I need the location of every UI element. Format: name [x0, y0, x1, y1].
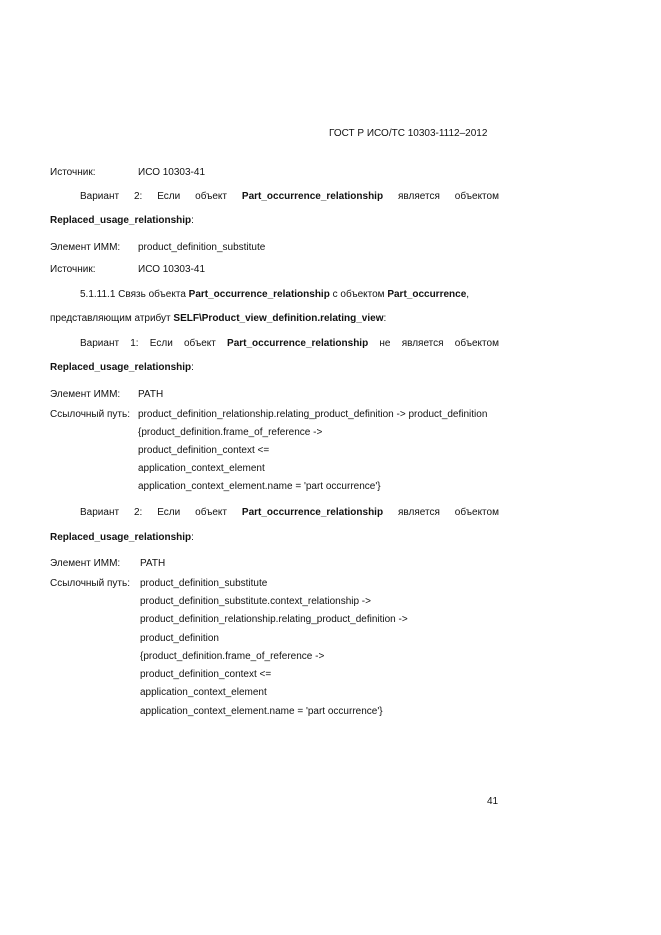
- reference-path-line: product_definition_substitute.context_relationship ->: [140, 596, 371, 607]
- reference-path-line: application_context_element: [138, 463, 265, 474]
- variant-word: Вариант: [80, 507, 120, 518]
- variant-word: объектом: [454, 338, 499, 349]
- variant-object-line: [50, 362, 194, 374]
- punctuation: :: [383, 313, 387, 324]
- variant-word: 2:: [133, 191, 143, 202]
- punctuation: :: [191, 362, 194, 373]
- variant-word: Вариант: [80, 338, 120, 349]
- variant-word: объектом: [454, 507, 499, 518]
- variant-word: Если: [149, 338, 173, 349]
- variant-word: объект: [183, 338, 216, 349]
- reference-path-line: product_definition_context <=: [140, 669, 272, 680]
- variant-word: объект: [195, 507, 227, 518]
- reference-path-line: product_definition_substitute: [140, 578, 268, 589]
- reference-path-line: product_definition_context <=: [138, 445, 270, 456]
- variant-word: Если: [157, 191, 181, 202]
- reference-path-label: Ссылочный путь:: [50, 578, 130, 589]
- entity-name: Replaced_usage_relationship: [50, 215, 192, 226]
- variant-line: [80, 338, 499, 350]
- entity-name: Part_occurrence_relationship: [241, 191, 384, 202]
- reference-path-line: application_context_element: [140, 687, 267, 698]
- variant-word: 2:: [133, 507, 143, 518]
- variant-word: не: [379, 338, 391, 349]
- variant-word: является: [398, 191, 440, 202]
- variant-word: является: [398, 507, 440, 518]
- entity-name: Part_occurrence_relationship: [188, 289, 330, 300]
- entity-name: Replaced_usage_relationship: [50, 532, 192, 543]
- section-text: с объектом: [329, 289, 388, 300]
- entity-name: Replaced_usage_relationship: [50, 362, 192, 373]
- variant-word: Вариант: [80, 191, 120, 202]
- reference-path-line: application_context_element.name = 'part occurrence'}: [138, 481, 381, 492]
- document-header: ГОСТ Р ИСО/ТС 10303-1112–2012: [329, 128, 488, 139]
- punctuation: :: [191, 532, 194, 543]
- entity-name: Part_occurrence: [387, 289, 467, 300]
- element-label: Элемент ИММ:: [50, 242, 121, 253]
- attribute-name: SELF\Product_view_definition.relating_view: [173, 313, 384, 324]
- variant-word: 1:: [130, 338, 139, 349]
- variant-object-line: [50, 532, 194, 544]
- variant-word: является: [401, 338, 444, 349]
- source-value: ИСО 10303-41: [138, 264, 206, 275]
- section-text: представляющим атрибут: [50, 313, 174, 324]
- punctuation: :: [191, 215, 194, 226]
- variant-word: объект: [195, 191, 227, 202]
- reference-path-line: {product_definition.frame_of_reference ->: [140, 651, 325, 662]
- reference-path-label: Ссылочный путь:: [50, 409, 130, 420]
- element-value: PATH: [138, 389, 164, 400]
- punctuation: ,: [466, 289, 470, 300]
- source-label: Источник:: [50, 167, 96, 178]
- element-value: product_definition_substitute: [138, 242, 266, 253]
- entity-name: Part_occurrence_relationship: [227, 338, 369, 349]
- variant-object-line: [50, 215, 194, 227]
- section-heading-line2: [50, 313, 386, 325]
- source-label: Источник:: [50, 264, 96, 275]
- variant-word: объектом: [454, 191, 499, 202]
- variant-word: Если: [157, 507, 181, 518]
- section-number: 5.1.11.1 Связь объекта: [80, 289, 189, 300]
- reference-path-line: {product_definition.frame_of_reference ->: [138, 427, 323, 438]
- page-number: 41: [487, 796, 499, 807]
- reference-path-line: product_definition: [140, 633, 219, 644]
- reference-path-line: application_context_element.name = 'part occurrence'}: [140, 706, 383, 717]
- entity-name: Part_occurrence_relationship: [241, 507, 384, 518]
- element-value: PATH: [140, 558, 166, 569]
- variant-line: [80, 507, 499, 519]
- reference-path-line: product_definition_relationship.relating_product_definition -> product_definition: [138, 409, 488, 420]
- section-heading: [80, 289, 469, 301]
- element-label: Элемент ИММ:: [50, 558, 121, 569]
- reference-path-line: product_definition_relationship.relating_product_definition ->: [140, 614, 408, 625]
- element-label: Элемент ИММ:: [50, 389, 121, 400]
- variant-line: [80, 191, 499, 203]
- source-value: ИСО 10303-41: [138, 167, 206, 178]
